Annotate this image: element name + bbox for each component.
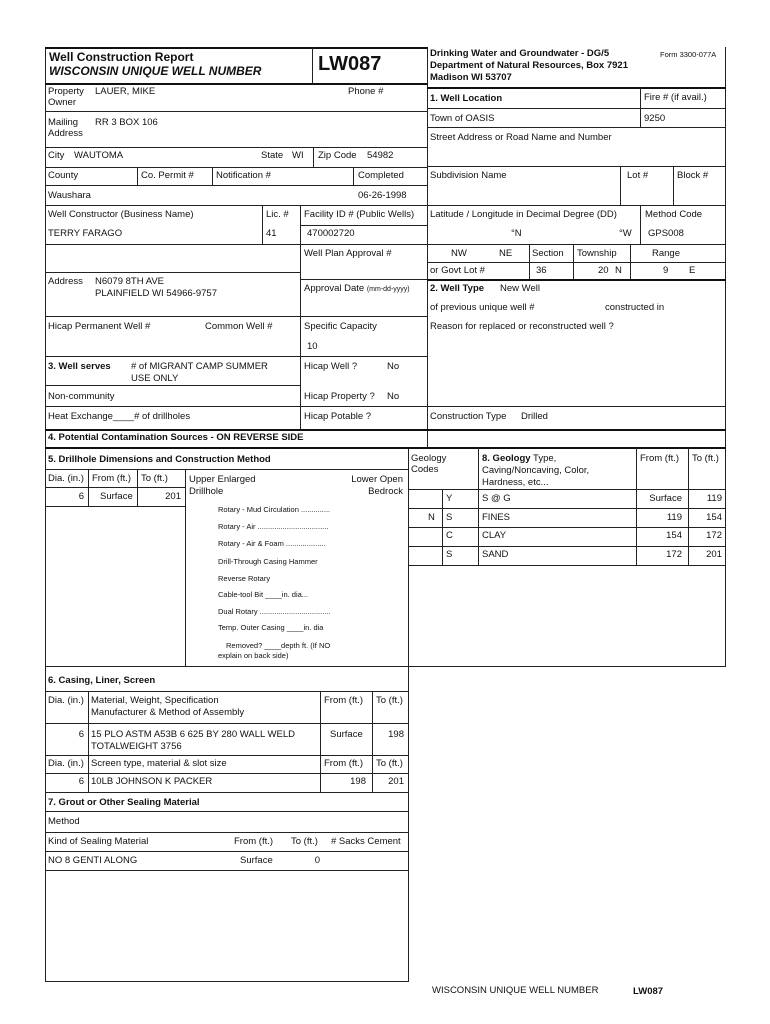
method-code-label: Method Code	[645, 209, 703, 220]
city-label: City	[48, 150, 65, 161]
geology-type-label: Type,	[533, 453, 557, 464]
method-cable-tool: Cable-tool Bit ____in. dia...	[218, 590, 309, 599]
county: Waushara	[48, 190, 91, 201]
grout-kind-label: Kind of Sealing Material	[48, 836, 149, 847]
fire-label: Fire # (if avail.)	[644, 92, 707, 103]
method-rotary-air: Rotary - Air ..................................	[218, 522, 329, 531]
casing-dia: 6	[78, 729, 84, 740]
screen-type-label: Screen type, material & slot size	[91, 758, 227, 769]
drillhole-dia: 6	[78, 491, 84, 502]
zip-label: Zip Code	[318, 150, 357, 161]
casing-title: 6. Casing, Liner, Screen	[48, 675, 156, 686]
quarter-nw: NW	[451, 248, 467, 259]
geology-desc: FINES	[482, 512, 510, 523]
govt-lot-label: or Govt Lot #	[430, 265, 485, 276]
geology-code1: N	[428, 512, 435, 523]
lot-label: Lot #	[627, 170, 649, 181]
agency-line3: Madison WI 53707	[430, 72, 512, 83]
mailing-label: Mailing	[48, 117, 79, 128]
hicap-well-label: Hicap Well ?	[304, 361, 358, 372]
hicap-well: No	[387, 361, 400, 372]
geology-title-text: 8. Geology	[482, 453, 531, 464]
plan-approval-label: Well Plan Approval #	[304, 248, 392, 259]
geology-desc-line3: Hardness, etc...	[482, 477, 549, 488]
geology-desc: SAND	[482, 549, 509, 560]
fire-number: 9250	[644, 113, 666, 124]
specific-capacity-label: Specific Capacity	[304, 321, 377, 332]
geology-to-label: To (ft.)	[692, 453, 719, 464]
street-label: Street Address or Road Name and Number	[430, 132, 612, 143]
footer-well-number: LW087	[633, 986, 664, 997]
method-rotary-mud: Rotary - Mud Circulation ..............	[218, 505, 331, 514]
common-well-label: Common Well #	[205, 321, 273, 332]
range-label: Range	[652, 248, 680, 259]
geology-codes-label: Geology	[411, 453, 447, 464]
removed-line2: explain on back side)	[218, 651, 289, 660]
grout-method-label: Method	[48, 816, 80, 827]
city: WAUTOMA	[74, 150, 124, 161]
phone-label: Phone #	[348, 86, 384, 97]
latlong-label: Latitude / Longitude in Decimal Degree (DD)	[430, 209, 617, 220]
method-dual-rotary: Dual Rotary ..................................	[218, 607, 331, 616]
township-label: Township	[577, 248, 617, 259]
notification-label: Notification #	[216, 170, 271, 181]
hicap-permanent-label: Hicap Permanent Well #	[48, 321, 151, 332]
range-value: 9	[663, 265, 669, 276]
state: WI	[292, 150, 304, 161]
geology-code2: Y	[446, 493, 453, 504]
removed-line1: Removed? ____depth ft. (If NO	[226, 641, 331, 650]
approval-date-text: Approval Date	[304, 283, 365, 294]
well-serves-title: 3. Well serves	[48, 361, 111, 372]
geology-desc-line2: Caving/Noncaving, Color,	[482, 465, 590, 476]
drillhole-to-label: To (ft.)	[141, 473, 168, 484]
community-type: Non-community	[48, 391, 115, 402]
constructor-address-line1: N6079 8TH AVE	[95, 276, 165, 287]
township-dir: N	[615, 265, 622, 276]
township-value: 20	[598, 265, 609, 276]
well-number: LW087	[318, 53, 382, 75]
screen-to-label: To (ft.)	[376, 758, 403, 769]
casing-dia-label: Dia. (in.)	[48, 695, 84, 706]
casing-from-label: From (ft.)	[324, 695, 364, 706]
town: Town of OASIS	[430, 113, 495, 124]
mailing-address: RR 3 BOX 106	[95, 117, 158, 128]
constructor-name: TERRY FARAGO	[48, 228, 123, 239]
method-code: GPS008	[648, 228, 684, 239]
lic-number: 41	[266, 228, 277, 239]
previous-well-label: of previous unique well #	[430, 302, 535, 313]
casing-material-label: Material, Weight, Specification	[91, 695, 219, 706]
geology-desc: S @ G	[482, 493, 511, 504]
subdivision-label: Subdivision Name	[430, 170, 507, 181]
screen-dia-label: Dia. (in.)	[48, 758, 84, 769]
bedrock-label: Bedrock	[368, 486, 403, 497]
geology-to: 172	[706, 530, 722, 541]
screen-to: 201	[388, 776, 404, 787]
agency-line2: Department of Natural Resources, Box 7921	[430, 60, 628, 71]
screen-dia: 6	[78, 776, 84, 787]
form-title: Well Construction Report	[49, 50, 194, 64]
heat-exchange: Heat Exchange____# of drillholes	[48, 411, 191, 422]
drillhole-label: Drillhole	[189, 486, 224, 497]
geology-title	[482, 453, 556, 465]
grout-from: Surface	[240, 855, 273, 866]
drillhole-from-label: From (ft.)	[92, 473, 132, 484]
geology-from: Surface	[649, 493, 682, 504]
grout-to: 0	[314, 855, 320, 866]
geology-from: 119	[666, 512, 682, 523]
hicap-property: No	[387, 391, 400, 402]
co-permit-label: Co. Permit #	[141, 170, 194, 181]
geology-code2: S	[446, 512, 453, 523]
casing-desc-line1: 15 PLO ASTM A53B 6 625 BY 280 WALL WELD	[91, 729, 296, 740]
geology-codes-label2: Codes	[411, 464, 439, 475]
geology-from: 172	[666, 549, 682, 560]
casing-to-label: To (ft.)	[376, 695, 403, 706]
grout-from-label: From (ft.)	[234, 836, 274, 847]
casing-desc-line2: TOTALWEIGHT 3756	[91, 741, 182, 752]
well-type-value: New Well	[500, 283, 540, 294]
facility-label: Facility ID # (Public Wells)	[304, 209, 415, 220]
mailing-address-label: Address	[48, 128, 83, 139]
range-dir: E	[689, 265, 696, 276]
form-number: Form 3300-077A	[660, 50, 717, 59]
block-label: Block #	[677, 170, 709, 181]
method-casing-hammer: Drill-Through Casing Hammer	[218, 557, 318, 566]
geology-to: 201	[706, 549, 722, 560]
quarter-ne: NE	[499, 248, 513, 259]
footer-label: WISCONSIN UNIQUE WELL NUMBER	[432, 985, 599, 996]
agency-line1: Drinking Water and Groundwater - DG/5	[430, 48, 610, 59]
completed-date: 06-26-1998	[358, 190, 407, 201]
migrant-camp-label2: USE ONLY	[131, 373, 179, 384]
grout-kind: NO 8 GENTI ALONG	[48, 855, 138, 866]
method-reverse-rotary: Reverse Rotary	[218, 574, 271, 583]
constructor-address-line2: PLAINFIELD WI 54966-9757	[95, 288, 217, 299]
method-temp-casing: Temp. Outer Casing ____in. dia	[218, 623, 324, 632]
drillhole-dia-label: Dia. (in.)	[48, 473, 84, 484]
grout-to-label: To (ft.)	[291, 836, 318, 847]
form-subtitle: WISCONSIN UNIQUE WELL NUMBER	[49, 64, 262, 78]
construction-type-label: Construction Type	[430, 411, 507, 422]
owner-label: Owner	[48, 97, 76, 108]
long-unit: °W	[619, 228, 632, 239]
owner-name: LAUER, MIKE	[95, 86, 156, 97]
facility-id: 470002720	[307, 228, 355, 239]
completed-label: Completed	[358, 170, 404, 181]
method-rotary-air-foam: Rotary - Air & Foam ...................	[218, 539, 326, 548]
grout-title: 7. Grout or Other Sealing Material	[48, 797, 200, 808]
constructor-address-label: Address	[48, 276, 83, 287]
drillhole-from: Surface	[100, 491, 133, 502]
screen-from-label: From (ft.)	[324, 758, 364, 769]
geology-to: 119	[706, 493, 722, 504]
reason-label: Reason for replaced or reconstructed well ?	[430, 321, 614, 332]
well-type-title: 2. Well Type	[430, 283, 485, 294]
migrant-camp-label: # of MIGRANT CAMP SUMMER	[131, 361, 268, 372]
county-label: County	[48, 170, 79, 181]
geology-code2: S	[446, 549, 453, 560]
state-label: State	[261, 150, 284, 161]
casing-manufacturer-label: Manufacturer & Method of Assembly	[91, 707, 245, 718]
constructed-in-label: constructed in	[605, 302, 665, 313]
geology-from-label: From (ft.)	[640, 453, 680, 464]
lower-open-label: Lower Open	[351, 474, 403, 485]
approval-date-format: (mm-dd-yyyy)	[366, 286, 410, 293]
approval-date-label	[304, 283, 410, 296]
drillhole-title: 5. Drillhole Dimensions and Construction Method	[48, 454, 271, 465]
casing-from: Surface	[330, 729, 363, 740]
hicap-property-label: Hicap Property ?	[304, 391, 375, 402]
section-value: 36	[536, 265, 547, 276]
geology-from: 154	[666, 530, 682, 541]
lic-label: Lic. #	[266, 209, 289, 220]
zip: 54982	[367, 150, 394, 161]
geology-desc: CLAY	[482, 530, 507, 541]
section-label: Section	[532, 248, 564, 259]
screen-desc: 10LB JOHNSON K PACKER	[91, 776, 213, 787]
drillhole-to: 201	[165, 491, 181, 502]
construction-type: Drilled	[521, 411, 548, 422]
constructor-label: Well Constructor (Business Name)	[48, 209, 194, 220]
grout-sacks-label: # Sacks Cement	[331, 836, 401, 847]
upper-enlarged-label: Upper Enlarged	[189, 474, 256, 485]
contamination-title: 4. Potential Contamination Sources - ON REVERSE SIDE	[48, 432, 304, 443]
geology-code2: C	[446, 530, 453, 541]
well-location-title: 1. Well Location	[430, 93, 503, 104]
specific-capacity: 10	[307, 341, 318, 352]
property-label: Property	[48, 86, 84, 97]
hicap-potable-label: Hicap Potable ?	[304, 411, 372, 422]
casing-to: 198	[388, 729, 404, 740]
screen-from: 198	[350, 776, 366, 787]
lat-unit: °N	[511, 228, 522, 239]
geology-to: 154	[706, 512, 722, 523]
